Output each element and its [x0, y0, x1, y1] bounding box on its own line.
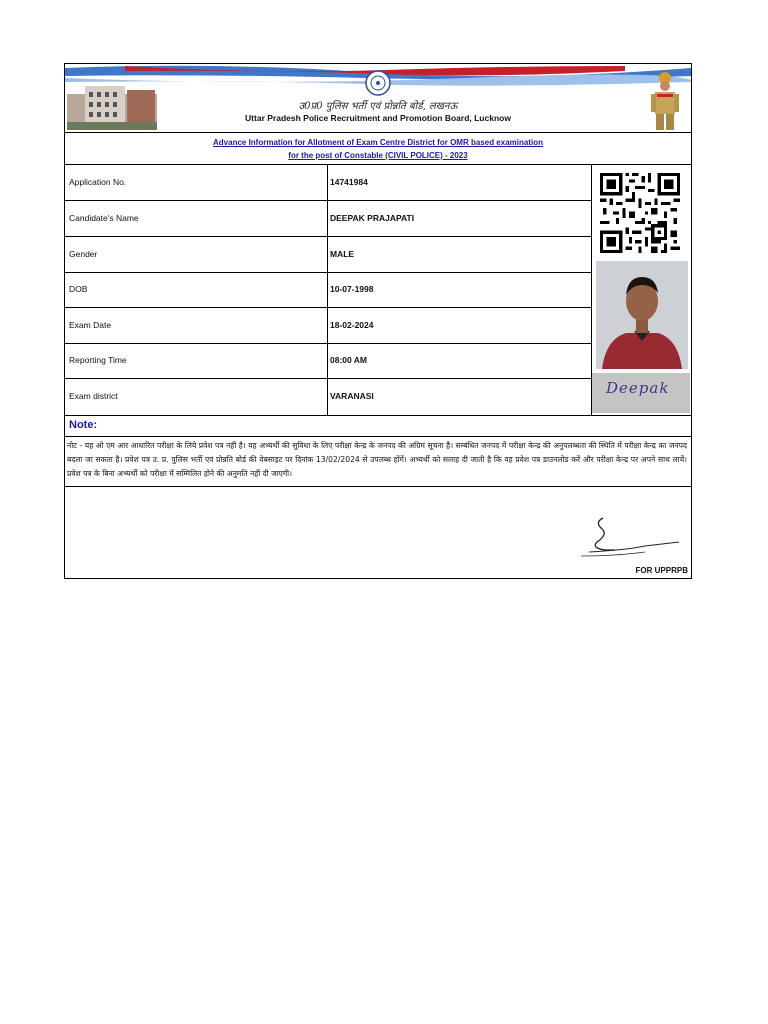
field-label-gender: Gender — [69, 249, 98, 259]
candidate-photo — [596, 261, 688, 369]
note-heading-row — [65, 415, 691, 437]
candidate-signature-text: Deepak — [606, 379, 670, 397]
divider — [65, 486, 691, 487]
field-value-dob: 10-07-1998 — [330, 284, 374, 294]
table-row — [65, 343, 591, 379]
table-row — [65, 237, 591, 273]
field-label-exam-date: Exam Date — [69, 320, 112, 330]
notice-title-line-2[interactable]: for the post of Constable (CIVIL POLICE) - 2023 — [288, 151, 468, 160]
field-label-candidate-name: Candidate's Name — [69, 213, 139, 223]
candidate-signature — [592, 373, 690, 413]
header-banner — [65, 64, 691, 132]
field-value-exam-district: VARANASI — [330, 391, 374, 401]
field-label-reporting-time: Reporting Time — [69, 355, 127, 365]
field-value-exam-date: 18-02-2024 — [330, 320, 374, 330]
table-row — [65, 165, 591, 201]
hindi-board-title: उ0प्र0 पुलिस भर्ती एवं प्रोन्नति बोर्ड, लखनऊ — [298, 101, 458, 112]
field-value-reporting-time: 08:00 AM — [330, 355, 368, 365]
column-divider — [327, 165, 328, 415]
notice-title-line-1[interactable]: Advance Information for Allotment of Exam Centre District for OMR based examination — [213, 138, 543, 147]
table-row — [65, 379, 591, 415]
field-label-application-no: Application No. — [69, 177, 127, 187]
admit-info-card — [64, 63, 692, 579]
table-row — [65, 272, 591, 308]
field-value-gender: MALE — [330, 249, 355, 259]
field-value-candidate-name: DEEPAK PRAJAPATI — [330, 213, 415, 223]
english-board-title: Uttar Pradesh Police Recruitment and Promotion Board, Lucknow — [245, 113, 511, 123]
table-row — [65, 201, 591, 237]
upprpb-emblem-icon — [366, 71, 390, 95]
field-label-exam-district: Exam district — [69, 391, 118, 401]
authority-signature — [575, 512, 685, 562]
field-value-application-no: 14741984 — [330, 177, 368, 187]
authority-label: FOR UPPRPB — [635, 566, 688, 575]
notice-title — [65, 132, 691, 165]
table-row — [65, 308, 591, 344]
candidate-media — [592, 165, 691, 415]
note-heading: Note: — [69, 419, 98, 431]
field-label-dob: DOB — [69, 284, 88, 294]
note-text: नोट - यह ओ एम आर आधारित परीक्षा के लिये प्रवेश पत्र नहीं है। यह अभ्यर्थी की सुविधा के लिए परीक्षा केन्द्र के जनपद की अग्रिम सूचना है। सम्बंधित जनपद में परीक्षा केन्द्र की अनुपलब्धता की स्थिति में परीक्षा केन्द्र का जनपद बदला जा सकता है। प्रवेश पत्र उ. प्र. पुलिस भर्ती एवं प्रोन्नति बोर्ड की वेबसाइट पर दिनांक 13/02/2024 से उपलब्ध होंगें। अभ्यर्थी को सलाह दी जाती है कि वह प्रवेश पत्र डाउनलोड करें और परीक्षा केन्द्र पर अपने साथ लायें। प्रवेश पत्र के बिना अभ्यर्थी को परीक्षा में सम्मिलित होने की अनुमति नहीं दी जाएगी। — [67, 441, 687, 478]
qr-code-icon — [600, 173, 680, 253]
